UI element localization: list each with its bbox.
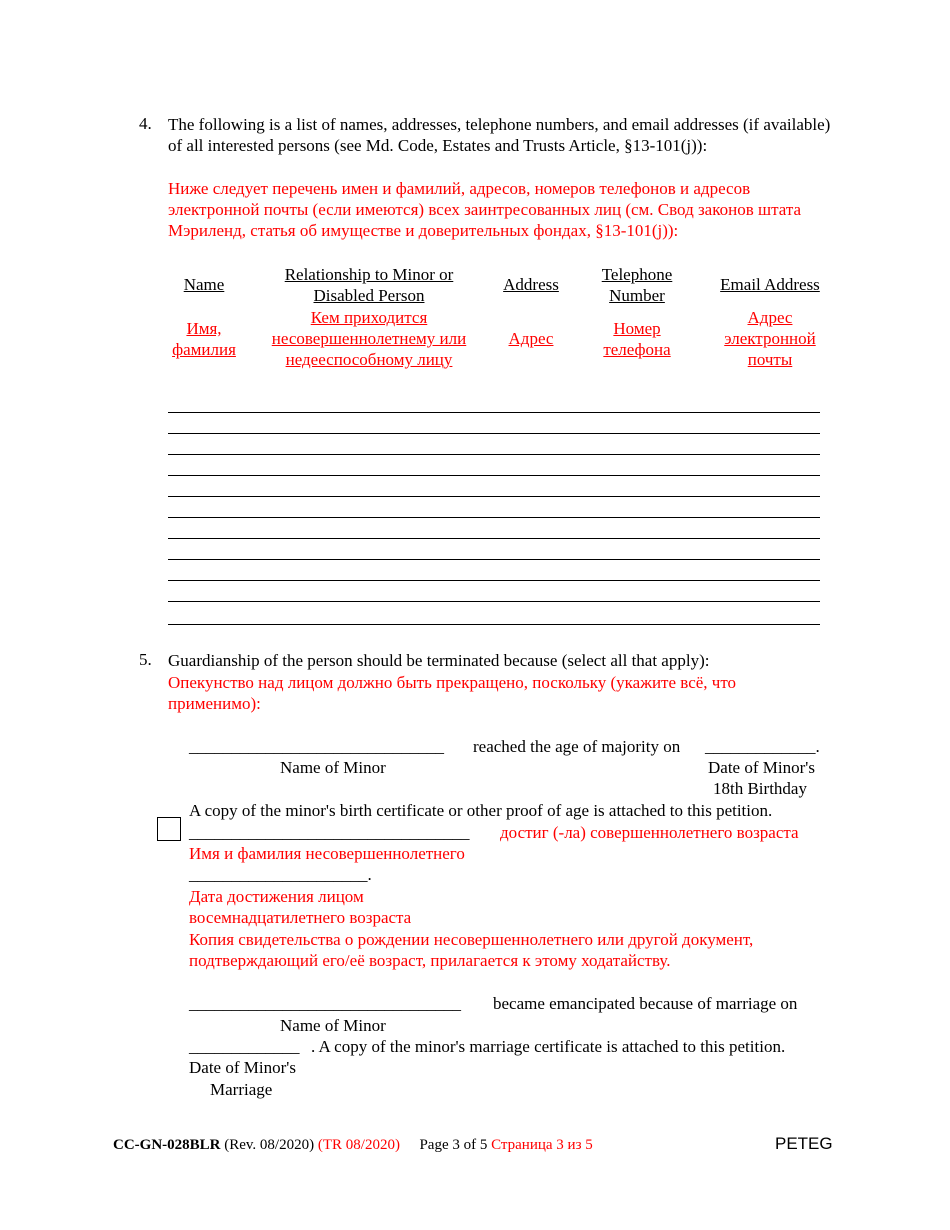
col-header-address-en: Address [503, 275, 559, 294]
footer-tr: (TR 08/2020) [317, 1137, 400, 1153]
footer-page-ru: Страница 3 из 5 [491, 1137, 593, 1153]
col-header-relationship [255, 264, 483, 306]
option2-date-label-1: Date of Minor's [189, 1058, 296, 1077]
col-header-telephone-ru-wrap [588, 318, 686, 360]
col-header-email-ru-wrap [715, 307, 825, 370]
entry-line[interactable] [168, 624, 820, 625]
option2-date-label-2: Marriage [210, 1080, 273, 1099]
option1-name-label: Name of Minor [280, 758, 386, 777]
section-5-text-ru: Опекунство над лицом должно быть прекращено, поскольку (укажите всё, что применимо): [168, 673, 737, 713]
footer-page-en: Page 3 of 5 [419, 1137, 488, 1153]
option1-reached-ru: достиг (-ла) совершеннолетнего возраста [500, 823, 799, 842]
col-header-relationship-ru-wrap [255, 307, 483, 370]
option1-date-label-ru-1: Дата достижения лицом [189, 887, 364, 906]
entry-line[interactable] [168, 601, 820, 602]
section-4-text-en: The following is a list of names, addresses, telephone numbers, and email addresses (if available) of all interested persons (see Md. Code, Estates and Trusts Article, §13-101(j)): [168, 115, 831, 155]
option2-name-label: Name of Minor [280, 1016, 386, 1035]
footer-rev: (Rev. 08/2020) [224, 1137, 315, 1153]
option1-copy-ru-2: подтверждающий его/её возраст, прилагается к этому ходатайству. [189, 951, 671, 970]
footer [113, 1137, 593, 1154]
option1-date-blank[interactable]: _____________. [705, 737, 820, 756]
option1-copy-ru-1: Копия свидетельства о рождении несовершеннолетнего или другой документ, [189, 930, 754, 949]
option1-name-blank[interactable]: ______________________________ [189, 737, 444, 756]
option1-date-label-ru-2: восемнадцатилетнего возраста [189, 908, 412, 927]
col-header-email-ru: Адрес электронной почты [724, 308, 816, 369]
col-header-name-en: Name [183, 275, 225, 294]
option2-date-blank[interactable]: _____________ [189, 1037, 300, 1056]
entry-line[interactable] [168, 517, 820, 518]
option1-copy-en: A copy of the minor's birth certificate or other proof of age is attached to this petition. [189, 801, 773, 820]
col-header-address-ru-wrap [490, 328, 572, 349]
option1-date-label-1: Date of Minor's [708, 758, 815, 777]
section-5-text-en: Guardianship of the person should be terminated because (select all that apply): [168, 651, 710, 670]
col-header-name-ru-text: Имя, фамилия [172, 319, 236, 359]
col-header-email-en: Email Address [720, 275, 820, 294]
section-5-number: 5. [139, 650, 152, 669]
col-header-address [490, 274, 572, 295]
col-header-address-ru: Адрес [508, 329, 554, 348]
entry-line[interactable] [168, 580, 820, 581]
option2-name-blank[interactable]: ________________________________ [189, 994, 461, 1013]
footer-form-code: PETEG [775, 1134, 833, 1153]
entry-line[interactable] [168, 559, 820, 560]
entry-line[interactable] [168, 475, 820, 476]
option2-became-text: became emancipated because of marriage on [493, 994, 798, 1013]
entry-line[interactable] [168, 433, 820, 434]
option1-name-label-ru: Имя и фамилия несовершеннолетнего [189, 844, 465, 863]
col-header-telephone [588, 264, 686, 306]
option1-checkbox[interactable] [157, 817, 181, 841]
col-header-relationship-ru: Кем приходится несовершеннолетнему или недееспособному лицу [271, 308, 467, 369]
option2-copy-en: . A copy of the minor's marriage certificate is attached to this petition. [311, 1037, 786, 1056]
col-header-telephone-en: Telephone Number [601, 265, 673, 305]
col-header-telephone-ru: Номер телефона [603, 319, 671, 359]
section-4-text-ru: Ниже следует перечень имен и фамилий, адресов, номеров телефонов и адресов электронной почты (если имеются) всех заинтресованных лиц (см. Свод законов штата Мэриленд, статья об имуществе и доверительных фондах, §13-101(j)): [168, 179, 802, 240]
option1-reached-text: reached the age of majority on [473, 737, 681, 756]
entry-line[interactable] [168, 538, 820, 539]
col-header-relationship-en: Relationship to Minor or Disabled Person [284, 265, 454, 305]
entry-line[interactable] [168, 496, 820, 497]
col-header-name-ru [158, 318, 250, 360]
section-4-number: 4. [139, 114, 152, 133]
entry-line[interactable] [168, 412, 820, 413]
option1-date-label-2: 18th Birthday [713, 779, 807, 798]
col-header-email [705, 274, 835, 295]
footer-form-id: CC-GN-028BLR [113, 1137, 221, 1153]
col-header-name [158, 274, 250, 316]
entry-line[interactable] [168, 454, 820, 455]
option1-name-blank-ru[interactable]: _________________________________ [189, 823, 470, 842]
option1-date-blank-ru[interactable]: _____________________. [189, 865, 372, 884]
